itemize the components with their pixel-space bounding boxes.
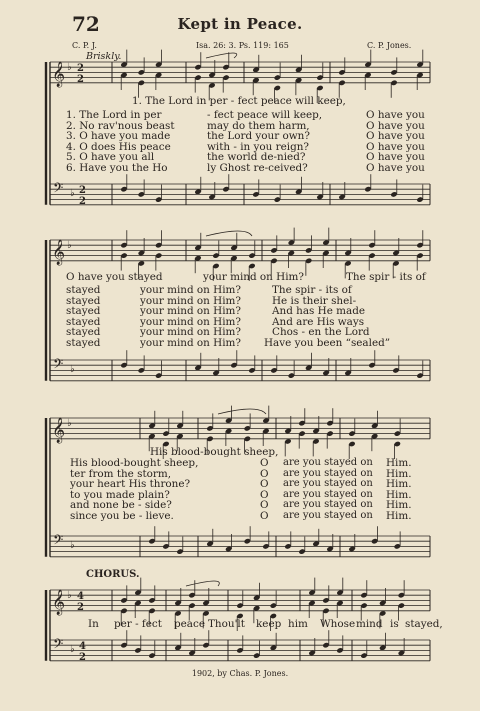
verse-line: are you stayed on bbox=[283, 499, 373, 511]
treble-clef-icon: 𝄞 bbox=[52, 418, 66, 443]
system2-last-col1: stayed bbox=[66, 337, 101, 349]
verse-line: And are His ways bbox=[272, 315, 365, 328]
verse-line: are you stayed on bbox=[283, 457, 373, 468]
verse-line: are you stayed on bbox=[283, 488, 373, 500]
chorus-label: CHORUS. bbox=[86, 569, 140, 580]
bass-clef-icon: 𝄢 bbox=[53, 356, 64, 375]
verse-line: Him. bbox=[386, 488, 412, 501]
verse-line: Him. bbox=[386, 467, 412, 480]
verse-line: your mind on Him? bbox=[140, 315, 241, 328]
verse-line: Him. bbox=[386, 478, 412, 491]
scripture-reference: Isa. 26: 3. Ps. 119: 165 bbox=[196, 41, 289, 50]
system1-verses-col2 bbox=[207, 110, 322, 174]
flat-icon: ♭ bbox=[67, 62, 72, 73]
verse-line: 5. O have you all bbox=[66, 151, 155, 164]
verse-line: 6. Have you the Ho bbox=[66, 161, 168, 174]
verse-line: O have you bbox=[366, 140, 425, 153]
verse-line: The spir - its of bbox=[272, 284, 352, 296]
verse-line: are you stayed on bbox=[283, 467, 373, 479]
verse-line: 1. The Lord in per bbox=[66, 109, 162, 121]
system2-treble-lyric-2: your mind on Him? bbox=[203, 271, 304, 283]
verse-line: the world de-nied? bbox=[207, 151, 306, 164]
slur bbox=[206, 231, 252, 236]
system2-verses-col3 bbox=[272, 285, 370, 338]
tempo-marking: Briskly. bbox=[86, 51, 122, 62]
verse-line: your mind on Him? bbox=[140, 305, 241, 318]
verse-line: stayed bbox=[66, 284, 101, 296]
system3-verses-col4 bbox=[386, 458, 412, 522]
copyright-notice: 1902, by Chas. P. Jones. bbox=[191, 669, 289, 678]
bass-clef-icon: 𝄢 bbox=[53, 636, 64, 655]
verse-line: stayed bbox=[66, 305, 101, 318]
system1-verses-col3 bbox=[366, 110, 425, 174]
system2-treble-lyric-1: O have you stayed bbox=[66, 271, 163, 283]
verse-line: O have you bbox=[366, 109, 425, 121]
verse-line: O have you bbox=[366, 130, 425, 143]
system2-verses-col1 bbox=[66, 285, 100, 338]
author-initials: C. P. J. bbox=[72, 41, 97, 50]
verse-line: your mind on Him? bbox=[140, 294, 241, 307]
verse-line: your mind on Him? bbox=[140, 284, 241, 296]
verse-line: O bbox=[260, 509, 269, 522]
verse-line: O bbox=[260, 467, 269, 480]
verse-line: stayed bbox=[66, 326, 101, 339]
bass-clef-icon: 𝄢 bbox=[53, 532, 64, 551]
time-signature-top: 4 bbox=[77, 591, 84, 602]
flat-icon: ♭ bbox=[70, 364, 75, 375]
chorus-word: In bbox=[88, 618, 99, 630]
hymn-title: Kept in Peace. bbox=[177, 15, 303, 33]
chorus-word: is bbox=[390, 618, 399, 630]
chorus-word: Whose bbox=[320, 618, 356, 630]
treble-clef-icon: 𝄞 bbox=[52, 62, 66, 87]
composer: C. P. Jones. bbox=[367, 41, 412, 50]
flat-icon: ♭ bbox=[70, 644, 75, 655]
verse-line: 4. O does His peace bbox=[66, 140, 171, 153]
treble-clef-icon: 𝄞 bbox=[52, 590, 66, 615]
time-signature-bottom: 2 bbox=[77, 602, 84, 613]
verse-line: stayed bbox=[66, 294, 101, 307]
system2-last-col2: your mind on Him? bbox=[140, 337, 241, 349]
system3-treble-lyric: His blood-bought sheep, bbox=[150, 446, 279, 458]
verse-line: 2. No rav'nous beast bbox=[66, 119, 175, 132]
time-signature-top: 4 bbox=[79, 641, 86, 652]
verse-line: and none be - side? bbox=[70, 499, 172, 512]
flat-icon: ♭ bbox=[67, 240, 72, 251]
verse-line: O bbox=[260, 499, 269, 512]
verse-line: to you made plain? bbox=[70, 488, 170, 501]
verse-line: the Lord your own? bbox=[207, 130, 310, 143]
verse-line: - fect peace will keep, bbox=[207, 109, 323, 121]
chorus-word: mind bbox=[356, 618, 383, 630]
time-signature-top: 2 bbox=[77, 63, 84, 74]
verse-line: 3. O have you made bbox=[66, 130, 171, 143]
chorus-word: per - fect bbox=[114, 618, 162, 630]
system1-treble-lyric: 1. The Lord in per - fect peace will keep, bbox=[132, 95, 346, 107]
verse-line: your heart His throne? bbox=[70, 478, 191, 491]
flat-icon: ♭ bbox=[67, 590, 72, 601]
verse-line: Him. bbox=[386, 509, 412, 522]
verse-line: He is their shel- bbox=[272, 294, 357, 307]
verse-line: His blood-bought sheep, bbox=[70, 457, 199, 469]
verse-line: O have you bbox=[366, 119, 425, 132]
verse-line: O bbox=[260, 478, 269, 491]
chorus-word: stayed, bbox=[405, 618, 443, 630]
verse-line: your mind on Him? bbox=[140, 326, 241, 339]
verse-line: O bbox=[260, 457, 269, 469]
system1-verses-col1 bbox=[66, 110, 175, 174]
chorus-word: keep bbox=[256, 618, 282, 630]
chorus-word: peace bbox=[174, 618, 205, 630]
verse-line: O have you bbox=[366, 161, 425, 174]
verse-line: O bbox=[260, 488, 269, 501]
verse-line: Him. bbox=[386, 499, 412, 512]
flat-icon: ♭ bbox=[70, 540, 75, 551]
time-signature-top: 2 bbox=[79, 185, 86, 196]
verse-line: ter from the storm, bbox=[70, 467, 172, 480]
hymn-number: 72 bbox=[72, 12, 100, 36]
verse-line: since you be - lieve. bbox=[70, 509, 174, 522]
treble-clef-icon: 𝄞 bbox=[52, 240, 66, 265]
verse-line: Chos - en the Lord bbox=[272, 326, 370, 339]
system3-verses-col1 bbox=[70, 458, 198, 522]
chorus-word: Thou'lt bbox=[208, 618, 245, 630]
time-signature-bottom: 2 bbox=[79, 652, 86, 663]
slur bbox=[206, 53, 237, 58]
time-signature-bottom: 2 bbox=[79, 196, 86, 207]
system3-verses-col2 bbox=[260, 458, 269, 522]
system2-verses-col2 bbox=[140, 285, 241, 338]
verse-line: And has He made bbox=[272, 305, 366, 318]
verse-line: ly Ghost re-ceived? bbox=[207, 161, 308, 174]
chorus-word: him bbox=[288, 618, 308, 630]
system2-treble-lyric-3: The spir - its of bbox=[346, 271, 426, 283]
system3-verses-col3 bbox=[283, 458, 373, 522]
slur bbox=[218, 409, 266, 414]
verse-line: O have you bbox=[366, 151, 425, 164]
slur bbox=[186, 581, 219, 586]
verse-line: Him. bbox=[386, 457, 412, 469]
bass-clef-icon: 𝄢 bbox=[53, 180, 64, 199]
verse-line: are you stayed on bbox=[283, 509, 373, 521]
flat-icon: ♭ bbox=[67, 418, 72, 429]
verse-line: are you stayed on bbox=[283, 478, 373, 490]
verse-line: stayed bbox=[66, 315, 101, 328]
system2-last-col3: Have you been “sealed” bbox=[264, 337, 391, 349]
flat-icon: ♭ bbox=[70, 188, 75, 199]
verse-line: with - in you reign? bbox=[207, 140, 309, 153]
verse-line: may do them harm, bbox=[207, 119, 310, 132]
time-signature-bottom: 2 bbox=[77, 74, 84, 85]
